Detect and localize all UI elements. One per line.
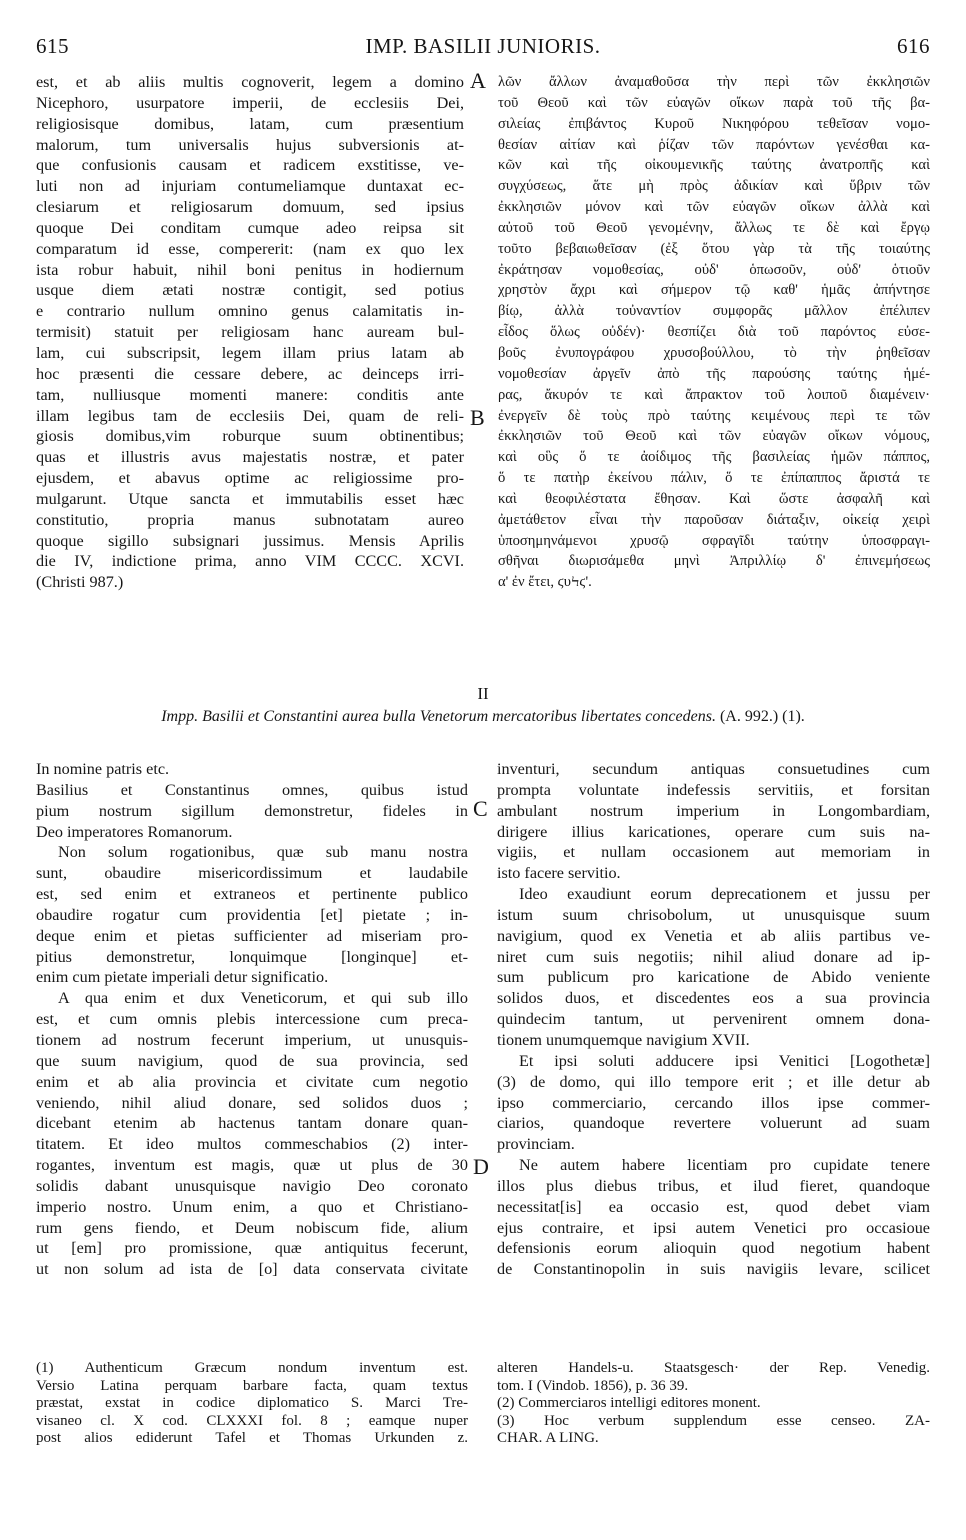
- text-line: que confusionis causam et radicem exstitisse, ve-: [36, 156, 464, 175]
- text-line: illam legibus tam de ecclesiis Dei, quam de reli-: [36, 406, 464, 425]
- text-line: comparatum id esse, compererit: (nam ex quo lex: [36, 239, 464, 258]
- text-line: (Christi 987.): [36, 573, 124, 592]
- text-line: quindecim tantum, ut pervenirent omnem dona-: [497, 1010, 930, 1029]
- text-line: Ne autem habere licentiam pro cupidate tenere: [519, 1156, 930, 1175]
- text-line: ciarios, quandoque revertere voluerunt ad suam: [497, 1114, 930, 1133]
- left-page-number: 615: [36, 34, 69, 58]
- greek-text-top: [498, 72, 930, 593]
- section-number: II: [477, 684, 489, 703]
- text-line: ambulant nostrum imperium in Longombardiam,: [497, 801, 930, 820]
- text-line: præstat, exstat in codice diplomatico S. Marci Tre-: [36, 1395, 468, 1411]
- footnotes-left: [36, 1360, 468, 1448]
- text-line: εἶδος ὅλως οὐδέν)· θεσπίζει διὰ τοῦ παρόντος εὐσε-: [498, 324, 930, 341]
- text-line: est, sed enim et extraneos et pertinente publico: [36, 885, 468, 904]
- text-line: Non solum rogationibus, quæ sub manu nostra: [58, 843, 468, 862]
- text-line: est, et cum omnis plebis intercessione cum preca-: [36, 1010, 468, 1029]
- text-line: alteren Handels-u. Staatsgesch· der Rep. Venedig.: [497, 1360, 930, 1376]
- text-line: malorum, tum universalis hujus subversionis at-: [36, 135, 464, 154]
- text-line: rogantes, inventum est magis, quæ ut plus de 30: [36, 1156, 468, 1175]
- text-line: θεσίαν αἰτίαν καὶ ῥίζαν τῶν παρόντων γενέσθαι κα-: [498, 136, 930, 153]
- text-line: imperio nostro. Unum enim, a quo et Christiano-: [36, 1197, 468, 1216]
- latin-text-top: [36, 72, 464, 593]
- running-header: [36, 34, 930, 62]
- text-line: νομοθεσίαν ἀργεῖν ἀπὸ τῆς παρούσης ταύτης ἡμέ-: [498, 365, 930, 382]
- text-line: συγχύσεως, ἅτε μὴ πρὸς ἀδικίαν καὶ ὕβριν τῶν: [498, 178, 930, 195]
- text-line: Versio Latina perquam barbare facta, quam textus: [36, 1377, 468, 1394]
- text-line: necessitat[is] ea occasio est, quod debet viam: [497, 1197, 930, 1216]
- text-line: βοῦς ἐνυπογράφου χρυσοβούλλου, τὸ τὴν ῥηθεῖσαν: [498, 344, 930, 361]
- text-line: prompta voluntate indefessis servitiis, et forsitan: [497, 780, 930, 799]
- text-line: quas et illustris avus majestatis nostræ, et pater: [36, 448, 464, 467]
- text-line: βίῳ, ἀλλὰ τοὐναντίον συμφορᾶς μᾶλλον ἐπέλιπεν: [498, 303, 930, 320]
- text-line: inventuri, secundum antiquas consuetudines cum: [497, 760, 930, 778]
- text-line: pitius demonstretur, lonquimque [longinque] et-: [36, 947, 468, 966]
- text-line: ejus contraire, et ipsi autem Venetici pro occasioue: [497, 1218, 930, 1237]
- text-line: ὅ τε πατὴρ ἐκείνου πάλιν, ὅ τε ἐπίπαππος ἄριστά τε: [498, 470, 930, 487]
- text-line: visaneo cl. X cod. CLXXXI fol. 8 ; eamque nuper: [36, 1412, 468, 1429]
- text-line: τοῦτο βεβαιωθεῖσαν (ἐξ ὅτου γὰρ τὰ τῆς τοιαύτης: [498, 240, 930, 257]
- text-line: quoque sigillo subsignari jussimus. Mensis Aprilis: [36, 531, 464, 550]
- text-line: ut non solum ad ista de [o] data conservata civitate: [36, 1260, 468, 1279]
- text-line: defensionis eorum alioquin quod negotium habent: [497, 1239, 930, 1258]
- text-line: καὶ οὓς ὅ τε ἀοίδιμος τῆς βασιλείας ἡμῶν πάππος,: [498, 449, 930, 466]
- text-line: est, et ab aliis multis cognoverit, legem a domino: [36, 73, 464, 91]
- margin-marker-c: C: [473, 796, 488, 821]
- text-line: sum publicum pro karicatione de Abido veniente: [497, 968, 930, 987]
- text-line: enim cum pietate imperiali detur significatio.: [36, 968, 329, 987]
- text-line: Nicephoro, usurpatore imperii, de ecclesiis Dei,: [36, 93, 464, 112]
- text-line: constitutio, propria manus subnotatam aureo: [36, 510, 464, 529]
- text-line: e contrario nullum omnino genus calamitatis in-: [36, 302, 464, 321]
- text-line: giosis domibus,vim roburque suum obtinentibus;: [36, 427, 464, 446]
- text-line: deque enim et pietas sufficienter ad miseriam pro-: [36, 926, 468, 945]
- text-line: usque diem ætati nostræ contigit, sed potius: [36, 281, 464, 300]
- margin-marker-b: B: [470, 405, 485, 430]
- text-line: ἀμετάθετον εἶναι τὴν παροῦσαν διάταξιν, οἰκείᾳ χειρὶ: [498, 511, 930, 528]
- text-line: σιλείας ἐπιβάντος Κυροῦ Νικηφόρου τεθεῖσαν νομο-: [498, 115, 930, 132]
- text-line: (1) Authenticum Græcum nondum inventum est.: [36, 1360, 468, 1376]
- text-line: αὐτοῦ τοῦ Θεοῦ γενομένην, ἄλλως τε δὲ καὶ ἔργῳ: [498, 219, 930, 236]
- margin-marker-a: A: [470, 68, 486, 93]
- text-line: (3) de domo, qui illo tempore erit ; et ille detur ab: [497, 1072, 930, 1091]
- text-line: α' ἐν ἔτει, ϛυϞϛ'.: [498, 574, 592, 591]
- text-line: tionem unumquemque navigium XVII.: [497, 1030, 750, 1049]
- text-line: Basilius et Constantinus omnes, quibus istud: [36, 780, 468, 799]
- text-line: mulgarunt. Utque sancta et immutabilis esset hæc: [36, 489, 464, 508]
- text-line: navigium, quod ex Venetia et ab aliis partibus ve-: [497, 926, 930, 945]
- text-line: καὶ θεοφιλέστατα ἔθησαν. Καὶ ὥστε ἀσφαλῆ καὶ: [498, 490, 930, 507]
- text-line: niret cum suis negotiis; nihil aliud donare ad ip-: [497, 947, 930, 966]
- text-line: CHAR. A LING.: [497, 1430, 599, 1446]
- text-line: que suum navigium, quod de sua provincia, sed: [36, 1051, 468, 1070]
- text-line: quoque Dei conditam cumque adeo reipsa sit: [36, 218, 464, 237]
- running-title: IMP. BASILII JUNIORIS.: [365, 34, 601, 58]
- text-line: χρηστὸν ἄχρι καὶ σήμερον τῷ καθ' ἡμᾶς ἀπήντησε: [498, 282, 930, 299]
- text-line: ὑποσημηνάμενοι χρυσῷ σφραγῖδι ταύτην ὑποσφραγι-: [498, 532, 930, 549]
- text-line: veniendo, nihil aliud donare, sed solidos duos ;: [36, 1093, 468, 1112]
- latin-text-left: [36, 759, 468, 1280]
- text-line: (3) Hoc verbum supplendum esse censeo. ZA-: [497, 1412, 930, 1429]
- text-line: de Constantinopolin in suis navigiis levare, scilicet: [497, 1260, 930, 1279]
- text-line: illos plus diebus tribus, et ilud fieret, quandoque: [497, 1176, 930, 1195]
- latin-text-right: [497, 759, 930, 1280]
- text-line: termisit) statuit per religiosam hanc auream bul-: [36, 323, 464, 342]
- text-line: ejusdem, et abavus optime ac religiossime pro-: [36, 469, 464, 488]
- section-title-text: Impp. Basilii et Constantini aurea bulla Venetorum mercatoribus libertates concedens.: [161, 708, 716, 725]
- text-line: hoc præsenti die cessare debere, ac deinceps irri-: [36, 364, 464, 383]
- text-line: ista robur habuit, nihil boni penitus in hodiernum: [36, 260, 464, 279]
- text-line: Et ipsi soluti adducere ipsi Venitici [Logothetæ]: [519, 1051, 930, 1070]
- text-line: tionem ad nostrum fecerunt imperium, ut unusquis-: [36, 1030, 468, 1049]
- text-line: dicebant etenim ab hactenus tantam donare quan-: [36, 1114, 468, 1133]
- text-line: (2) Commerciaros intelligi editores monent.: [497, 1395, 761, 1411]
- text-line: religiosisque domibus, latam, cum præsentium: [36, 114, 464, 133]
- text-line: pium nostrum sigillum demonstretur, fideles in: [36, 801, 468, 820]
- text-line: sunt, obaudire misericordissimum et laudabile: [36, 864, 468, 883]
- text-line: A qua enim et dux Veneticorum, et qui sub illo: [58, 989, 468, 1008]
- text-line: In nomine patris etc.: [36, 760, 170, 778]
- text-line: obaudire rogatur cum providentia [et] pietate ; in-: [36, 905, 468, 924]
- text-line: provinciam.: [497, 1135, 575, 1154]
- text-line: dirigere illius karicationes, operare cum suis na-: [497, 822, 930, 841]
- text-line: lam, cui subscripsit, legem illam prius latam ab: [36, 343, 464, 362]
- text-line: ut [em] pro promissione, quæ antiquitus fecerunt,: [36, 1239, 468, 1258]
- text-line: rum gens fiendo, et Deum nobiscum fide, alium: [36, 1218, 468, 1237]
- text-line: κῶν καὶ τῆς οἰκουμενικῆς ταύτης ἀνατροπῆς καὶ: [498, 157, 930, 174]
- section-title-date: (A. 992.) (1).: [719, 708, 805, 725]
- text-line: ἐκράτησαν νομοθεσίας, οὐδ' ὁπωσοῦν, οὐδ' ὁτιοῦν: [498, 261, 930, 278]
- text-line: ἐκκλησιῶν τοῦ Θεοῦ καὶ τῶν εὐαγῶν οἴκων νόμους,: [498, 428, 930, 445]
- text-line: istum suum chrisobolum, ut unusquisque suum: [497, 905, 930, 924]
- text-line: isto facere servitio.: [497, 864, 621, 883]
- text-line: Deo imperatores Romanorum.: [36, 822, 233, 841]
- margin-marker-d: D: [473, 1154, 489, 1179]
- text-line: ἐκκλησιῶν μόνον καὶ τῶν εὐαγῶν οἴκων ἀλλὰ καὶ: [498, 199, 930, 216]
- footnotes-right: [497, 1360, 930, 1448]
- text-line: solidos duos, et discedentes eos a sua provincia: [497, 989, 930, 1008]
- text-line: ρας, ἄκυρόν τε καὶ ἄπρακτον τοῦ λοιποῦ διαμένειν·: [498, 386, 930, 403]
- text-line: Ideo exaudiunt eorum deprecationem et jussu per: [519, 885, 930, 904]
- text-line: vigiis, et nullam occasionem aut memoriam in: [497, 843, 930, 862]
- text-line: τοῦ Θεοῦ καὶ τῶν εὐαγῶν οἴκων παρὰ τοῦ τῆς βα-: [498, 94, 930, 111]
- text-line: die IV, indictione prima, anno VIM CCCC. XCVI.: [36, 552, 464, 571]
- right-page-number: 616: [897, 34, 930, 58]
- text-line: σθῆναι διωρισάμεθα μηνὶ Ἀπριλλίῳ δ' ἐπινεμήσεως: [498, 553, 930, 570]
- text-line: titatem. Et ideo multos commeschabios (2) inter-: [36, 1135, 468, 1154]
- text-line: ἐνεργεῖν δὲ τοὺς πρὸ ταύτης κειμένους περὶ τε τῶν: [498, 407, 930, 424]
- text-line: λῶν ἄλλων ἀναμαθοῦσα τὴν περὶ τῶν ἐκκλησιῶν: [498, 74, 930, 90]
- text-line: clesiarum et religiosarum domuum, sed ipsius: [36, 198, 464, 217]
- text-line: solidis dabant unusquisque navigio Deo coronato: [36, 1176, 468, 1195]
- text-line: ipso commerciario, cercando illos ipse commer-: [497, 1093, 930, 1112]
- section-title: [0, 708, 966, 726]
- text-line: tom. I (Vindob. 1856), p. 36 39.: [497, 1377, 689, 1394]
- text-line: luti non ad injuriam contumeliamque duntaxat ec-: [36, 177, 464, 196]
- text-line: enim et ab alia provincia et civitate cum negotio: [36, 1072, 468, 1091]
- text-line: tam, nulliusque momenti manere: conditis ante: [36, 385, 464, 404]
- text-line: post alios ediderunt Tafel et Thomas Urkunden z.: [36, 1430, 468, 1446]
